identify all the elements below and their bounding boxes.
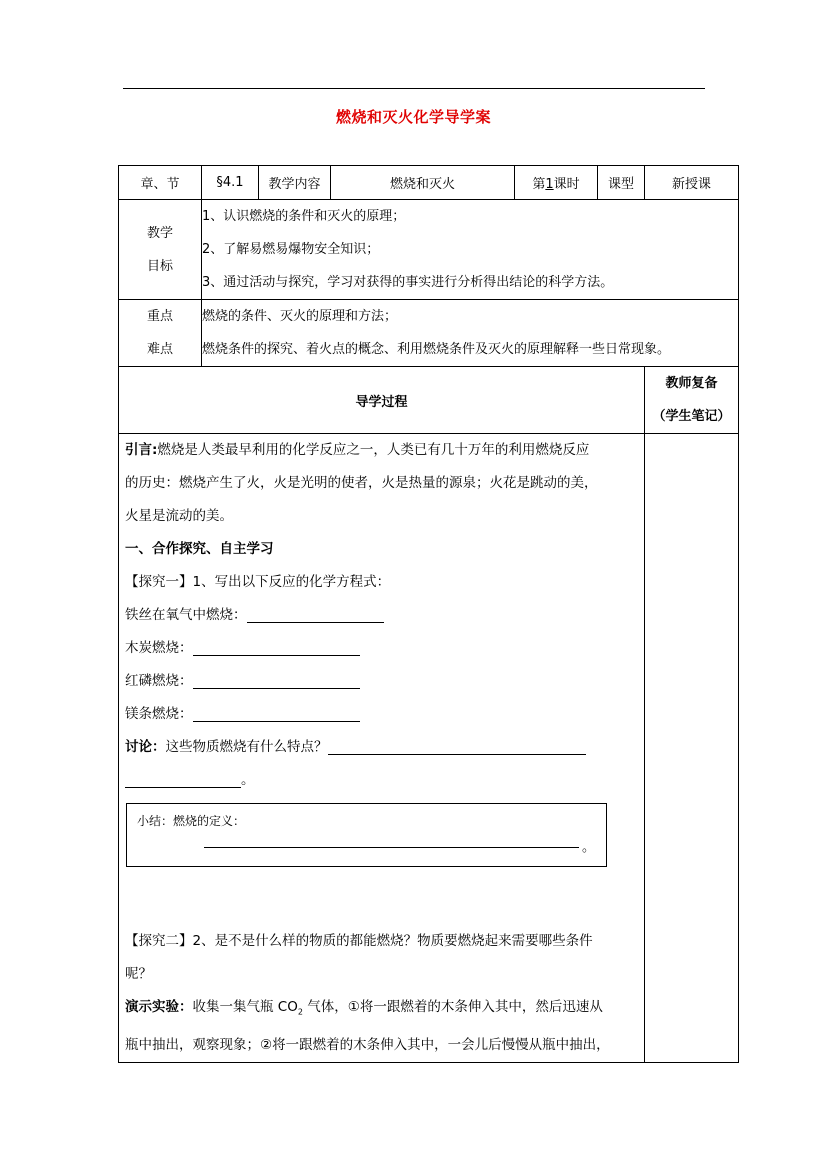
- summary-box: [126, 803, 607, 867]
- answer-blank[interactable]: [193, 641, 360, 656]
- answer-blank[interactable]: [247, 608, 384, 623]
- lesson-hour: [515, 166, 598, 200]
- process-title: 导学过程: [119, 367, 645, 434]
- goals-label: [119, 200, 202, 300]
- explore1-line: [125, 566, 638, 599]
- key-points-label: [119, 300, 202, 367]
- reaction-line: [125, 599, 638, 632]
- summary-label: 小结：燃烧的定义：: [137, 814, 246, 828]
- key-label-line1: 重点: [146, 309, 173, 324]
- type-label: 课型: [598, 166, 645, 200]
- lesson-prefix: 第: [532, 177, 546, 192]
- discuss-line2: [125, 764, 638, 797]
- intro-line2: 的历史：燃烧产生了火，火是光明的使者，火是热量的源泉；火花是跳动的美，: [125, 475, 598, 491]
- discuss-text: 这些物质燃烧有什么特点？: [165, 739, 328, 755]
- explore2-line2: 呢？: [125, 966, 152, 982]
- discuss-line: [125, 731, 638, 764]
- demo-line2: 瓶中抽出，观察现象；②将一跟燃着的木条伸入其中，一会儿后慢慢从瓶中抽出，: [125, 1036, 610, 1053]
- discuss-label: 讨论：: [125, 739, 166, 755]
- header-rule: [123, 88, 705, 89]
- demo-text-b: 气体，①将一跟燃着的木条伸入其中，然后迅速从: [302, 999, 603, 1015]
- key-label-line2: 难点: [146, 342, 173, 357]
- reaction-label: 镁条燃烧：: [125, 706, 193, 722]
- key-points-row: [119, 300, 739, 367]
- reaction-label: 红磷燃烧：: [125, 673, 193, 689]
- answer-blank[interactable]: [125, 773, 241, 788]
- chapter-value: §4.1: [202, 166, 259, 200]
- lesson-plan-table: [118, 165, 739, 1063]
- document-title: 燃烧和灭火化学导学案: [335, 108, 491, 126]
- intro-text: 燃烧是人类最早利用的化学反应之一，人类已有几十万年的利用燃烧反应: [157, 442, 590, 458]
- goal-item: 2、了解易燃易爆物安全知识；: [202, 242, 380, 257]
- notes-line2: （学生笔记）: [652, 409, 731, 424]
- info-row: [119, 166, 739, 200]
- reaction-label: 木炭燃烧：: [125, 640, 193, 656]
- lesson-suffix: 课时: [553, 177, 580, 192]
- content-value: 燃烧和灭火: [331, 166, 515, 200]
- intro-paragraph: [125, 434, 638, 467]
- key-points-content: [202, 300, 739, 367]
- section1-heading: 一、合作探究、自主学习: [125, 541, 274, 557]
- reaction-label: 铁丝在氧气中燃烧：: [125, 607, 247, 623]
- goal-item: 3、通过活动与探究，学习对获得的事实进行分析得出结论的科学方法。: [202, 275, 614, 290]
- answer-blank[interactable]: [193, 674, 360, 689]
- goals-label-line1: 教学: [146, 225, 173, 241]
- goal-item: 1、认识燃烧的条件和灭火的原理；: [202, 209, 406, 224]
- notes-header: [645, 367, 739, 434]
- content-label: 教学内容: [259, 166, 331, 200]
- chapter-label: 章、节: [119, 166, 202, 200]
- reaction-line: [125, 632, 638, 665]
- intro-line3: 火星是流动的美。: [125, 508, 233, 524]
- explore1-text: 1、写出以下反应的化学方程式：: [192, 574, 391, 590]
- notes-line1: 教师复备: [665, 376, 718, 391]
- demo-subscript: 2: [297, 1007, 303, 1017]
- notes-column: [645, 434, 739, 1063]
- explore1-label: 【探究一】: [125, 574, 193, 590]
- answer-blank[interactable]: [328, 740, 586, 755]
- goals-row: [119, 200, 739, 300]
- summary-answer-blank[interactable]: [204, 847, 579, 848]
- summary-end: 。: [582, 840, 596, 855]
- goals-label-line2: 目标: [146, 258, 173, 274]
- lesson-number: 1: [545, 177, 554, 192]
- discuss-end: 。: [241, 772, 255, 788]
- key-point: 燃烧的条件、灭火的原理和方法；: [202, 309, 398, 324]
- explore2-line: [125, 925, 638, 958]
- explore2-text: 2、是不是什么样的物质的都能燃烧？物质要燃烧起来需要哪些条件: [192, 933, 593, 949]
- difficult-point: 燃烧条件的探究、着火点的概念、利用燃烧条件及灭火的原理解释一些日常现象。: [202, 342, 671, 357]
- spacer: [125, 867, 638, 925]
- demo-text-a: 收集一集气瓶 CO: [192, 999, 298, 1015]
- process-body: [119, 434, 645, 1063]
- demo-line: [125, 991, 638, 1029]
- answer-blank[interactable]: [193, 707, 360, 722]
- explore2-label: 【探究二】: [125, 933, 193, 949]
- reaction-line: [125, 698, 638, 731]
- intro-label: 引言:: [125, 442, 158, 458]
- process-header-row: [119, 367, 739, 434]
- reaction-line: [125, 665, 638, 698]
- demo-label: 演示实验：: [125, 999, 193, 1015]
- goals-content: [202, 200, 739, 300]
- process-body-row: [119, 434, 739, 1063]
- type-value: 新授课: [645, 166, 739, 200]
